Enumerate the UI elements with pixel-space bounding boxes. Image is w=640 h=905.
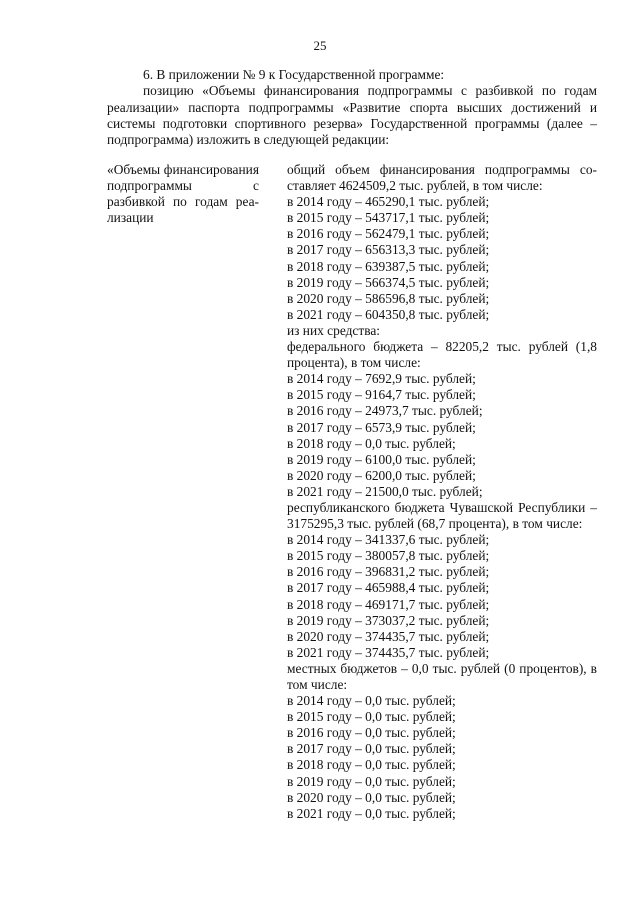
- local-budget-intro: местных бюджетов – 0,0 тыс. рублей (0 процентов), в том числе:: [287, 660, 597, 692]
- local-year-2015: в 2015 году – 0,0 тыс. рублей;: [287, 709, 456, 725]
- republic-year-2017: в 2017 году – 465988,4 тыс. рублей;: [287, 580, 490, 596]
- total-year-2021: в 2021 году – 604350,8 тыс. рублей;: [287, 306, 490, 322]
- republic-year-2016: в 2016 году – 396831,2 тыс. рублей;: [287, 564, 490, 580]
- republic-year-2019: в 2019 году – 373037,2 тыс. рублей;: [287, 612, 490, 628]
- amendment-intro: [107, 67, 597, 148]
- from-funds-label: из них средства:: [287, 322, 381, 338]
- federal-year-2017: в 2017 году – 6573,9 тыс. рублей;: [287, 419, 476, 435]
- republic-year-2020: в 2020 году – 374435,7 тыс. рублей;: [287, 628, 490, 644]
- position-label: «Объемы финансирования подпрограммы с разбивкой по годам реализации: [107, 162, 259, 226]
- local-year-2021: в 2021 году – 0,0 тыс. рублей;: [287, 805, 456, 821]
- total-year-2019: в 2019 году – 566374,5 тыс. рублей;: [287, 274, 490, 290]
- total-year-2018: в 2018 году – 639387,5 тыс. рублей;: [287, 258, 490, 274]
- amendment-text: позицию «Объемы финансирования подпрограммы с разбивкой по годам реализации» паспорта подпрограммы «Развитие спорта высших достижений и системы подготовки спортивного резерва» Государственной программы (далее – подпрограмма) изложить в следующей редакции:: [107, 83, 597, 148]
- total-year-2016: в 2016 году – 562479,1 тыс. рублей;: [287, 226, 490, 242]
- local-year-2020: в 2020 году – 0,0 тыс. рублей;: [287, 789, 456, 805]
- republic-year-2014: в 2014 году – 341337,6 тыс. рублей;: [287, 532, 490, 548]
- federal-year-2019: в 2019 году – 6100,0 тыс. рублей;: [287, 451, 476, 467]
- federal-year-2018: в 2018 году – 0,0 тыс. рублей;: [287, 435, 456, 451]
- republic-year-2018: в 2018 году – 469171,7 тыс. рублей;: [287, 596, 490, 612]
- total-year-2015: в 2015 году – 543717,1 тыс. рублей;: [287, 210, 490, 226]
- federal-budget-intro: федерального бюджета – 82205,2 тыс. рублей (1,8 процента), в том числе:: [287, 339, 597, 371]
- federal-year-2020: в 2020 году – 6200,0 тыс. рублей;: [287, 467, 476, 483]
- republic-budget-intro: республиканского бюджета Чувашской Республики – 3175295,3 тыс. рублей (68,7 процента), в том числе:: [287, 499, 597, 532]
- local-year-2019: в 2019 году – 0,0 тыс. рублей;: [287, 773, 456, 789]
- total-year-2020: в 2020 году – 586596,8 тыс. рублей;: [287, 290, 490, 306]
- federal-year-2016: в 2016 году – 24973,7 тыс. рублей;: [287, 403, 483, 419]
- page-number: 25: [313, 38, 327, 53]
- amendment-heading: 6. В приложении № 9 к Государственной программе:: [143, 67, 445, 82]
- local-year-2016: в 2016 году – 0,0 тыс. рублей;: [287, 725, 456, 741]
- total-year-2017: в 2017 году – 656313,3 тыс. рублей;: [287, 242, 490, 258]
- federal-year-2021: в 2021 году – 21500,0 тыс. рублей;: [287, 483, 483, 499]
- local-year-2017: в 2017 году – 0,0 тыс. рублей;: [287, 741, 456, 757]
- federal-year-2014: в 2014 году – 7692,9 тыс. рублей;: [287, 371, 476, 387]
- total-year-2014: в 2014 году – 465290,1 тыс. рублей;: [287, 194, 490, 210]
- federal-year-2015: в 2015 году – 9164,7 тыс. рублей;: [287, 387, 476, 403]
- republic-year-2015: в 2015 году – 380057,8 тыс. рублей;: [287, 548, 490, 564]
- local-year-2018: в 2018 году – 0,0 тыс. рублей;: [287, 757, 456, 773]
- local-year-2014: в 2014 году – 0,0 тыс. рублей;: [287, 693, 456, 709]
- financing-details: [287, 162, 597, 822]
- total-financing-intro: общий объем финансирования подпрограммы составляет 4624509,2 тыс. рублей, в том числе:: [287, 162, 597, 194]
- republic-year-2021: в 2021 году – 374435,7 тыс. рублей;: [287, 644, 490, 660]
